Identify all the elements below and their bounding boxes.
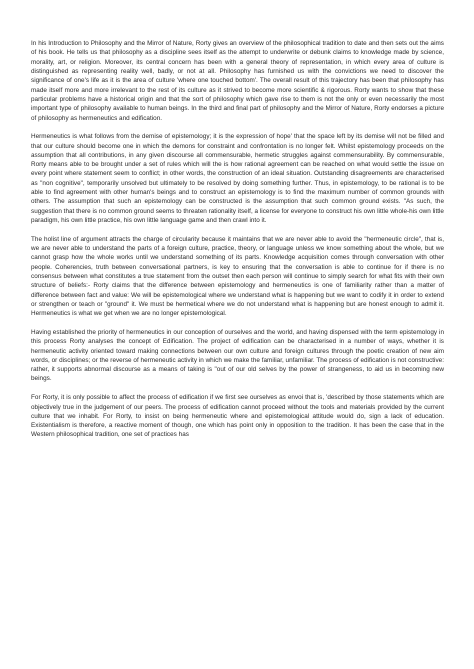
paragraph-4: Having established the priority of hermeneutics in our conception of ourselves and the world, and having dispensed with the term epistemology in this process Rorty analyses the concept of Edification. The project of edification can be characterised in a number of ways, whether it is hermeneutic activity oriented toward making connections between our own culture and foreign cultures through the poetic creation of new aim words, or disciplines; or the reverse of hermeneutic activity in which we make the familiar, unfamiliar. The process of edification is not constructive: rather, it supports abnormal discourse as a means of taking is "out of our old selves by the power of strangeness, to aid us in becoming new beings. xyxy=(31,328,444,383)
body-text xyxy=(31,39,444,440)
paragraph-2: Hermeneutics is what follows from the demise of epistemology; it is the expression of hope' that the space left by its demise will not be filled and that our culture should become one in which the demons for constraint and confrontation is no longer felt. Whilst epistemology proceeds on the assumption that all contributions, in any given discourse all commensurable, hermetic struggles against commensurability. By commensurable, Rorty means able to be brought under a set of rules which will the is how rational agreement can be reached on what would settle the issue on every point where statement seem to conflict; in other words, the construction of an ideal situation. Outstanding disagreements are characterised as "non cognitive", temporarily unsolved but ultimately to be resolved by doing something further. Thus, in epistemology, to be rational is to be able to find agreement with other human's beings and to construct an epistemology is to find the maximum number of common grounds with others. The assumption that such an epistemology can be constructed is the assumption that such common ground exists. "As such, the suggestion that there is no common ground seems to threaten rationality itself, a license for everyone to construct his own little whole-his own little paradigm, his own little practice, his own little language game and then crawl into it. xyxy=(31,133,444,225)
paragraph-5: For Rorty, it is only possible to affect the process of edification if we first see ourselves as envoi that is, 'described by those statements which are objectively true in the judgement of our peers. The process of edification cannot proceed without the tools and materials provided by the current culture that we inhabit. For Rorty, to insist on being hermeneutic where and epistemological attitude would do, sign a lack of education. Existentialism is therefore, a reactive moment of though, one which has point only in opposition to the tradition. It has been the case that in the Western philosophical tradition, one set of practices has xyxy=(31,394,444,439)
paragraph-3: The holist line of argument attracts the charge of circularity because it maintains that we are never able to avoid the "hermeneutic circle", that is, we are never able to understand the parts of a foreign culture, practice, theory, or language unless we know something about the whole, but we cannot grasp how the whole works until we understand something of its parts. Knowledge acquisition comes through conversation with other people. Coherencies, truth between conversational partners, is key to ensuring that the conversation is able to continue for if there is no consensus between what constitutes a true statement from the outset then each person will continue to simply search for what fits with their own structure of beliefs:- Rorty claims that the difference between epistemology and hermeneutics is one of familiarity rather than a matter of difference between fact and value: We will be epistemological where we understand what is happening but we want to codify it in order to extend or strengthen or teach or "ground" it. We must be hermetical where we do not understand what is happening but are honest enough to admit it. Hermeneutics is what we get when we are no longer epistemological. xyxy=(31,235,444,318)
paragraph-1: In his Introduction to Philosophy and the Mirror of Nature, Rorty gives an overview of the philosophical tradition to date and then sets out the aims of his book. He tells us that philosophy as a discipline sees itself as the attempt to underwrite or debunk claims to knowledge made by science, morality, art, or religion. Moreover, its central concern has been with a general theory of representation, in which every area of culture is distinguished as representing reality well, badly, or not at all. Philosophy has furnished us with the convictions we need to discover the significance of one's life as it is the area of culture 'where one touched bottom'. The overall result of this trajectory has been that philosophy has made itself more and more irrelevant to the rest of its culture as it strived to become more scientific & rigorous. Rorty wants to show that these particular problems have a historical origin and that the sort of philosophy which gave rise to them is not the only or even necessarily the most important type of philosophy available to human beings. In the third and final part of philosophy and the Mirror of Nature, Rorty endorses a picture of philosophy as hermeneutics and edification. xyxy=(31,40,444,122)
